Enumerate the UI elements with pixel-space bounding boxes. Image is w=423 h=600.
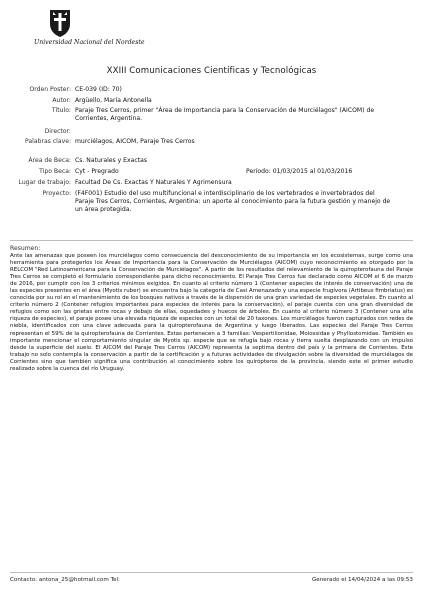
university-logo [34, 8, 145, 46]
field-value: Facultad De Cs. Exactas Y Naturales Y Agrimensura [75, 179, 232, 186]
resumen-label: Resumen: [10, 245, 41, 252]
field-value: Cs. Naturales y Exactas [75, 157, 148, 164]
page-title: XXIII Comunicaciones Científicas y Tecnológicas [106, 66, 317, 76]
field-label: Orden Poster: [29, 86, 71, 93]
field-value: Paraje Tres Cerros, primer "Área de Importancia para la Conservación de Murciélagos" (AICOM) de Corrientes, Argentina. [75, 107, 375, 122]
university-crest-icon [48, 8, 72, 38]
divider [10, 240, 413, 241]
field-value: (F4F001) Estudio del uso multifuncional e interdisciplinario de los vertebrados e invertebrados del Paraje Tres Cerros, Corrientes, Argentina: un aporte al conocimiento para la futura gestión y manejo de un área protegida. [75, 190, 391, 213]
field-label: Lugar de trabajo: [18, 179, 71, 186]
university-name: Universidad Nacional del Nordeste [34, 39, 145, 46]
field-value: murciélagos, AICOM, Paraje Tres Cerros [75, 138, 195, 145]
field-label: Director: [44, 128, 71, 135]
footer-contact: Contacto: antona_25@hotmail.com Tel: [10, 577, 120, 583]
field-label: Tipo Beca: [39, 168, 71, 175]
field-label: Autor: [52, 97, 71, 104]
field-periodo [246, 168, 352, 176]
field-value: Argüello, María Antonella [75, 97, 152, 104]
field-label: Palabras clave: [25, 138, 71, 145]
field-label: Área de Beca: [28, 157, 71, 164]
footer-generated: Generado el 14/04/2024 a las 09:53 [311, 577, 413, 583]
field-value: Cyt - Pregrado [75, 168, 119, 175]
footer-divider [10, 572, 413, 573]
periodo-label: Período: [246, 168, 271, 175]
periodo-value: 01/03/2015 al 01/03/2016 [272, 168, 353, 175]
field-label: Título: [51, 107, 71, 114]
resumen-text: Ante las amenazas que poseen los murciélagos como consecuencia del desconocimiento de su importancia en los ecosistemas, surge como una herramienta para protegerlos los Áreas de Importancia para la Conservación de Murciélagos (AICOM) cuyo reconocimiento es otorgado por la RELCOM "Red Latinoamericana para la Conservación de Murciélagos". A partir de los resultados del relevamiento de la quiropterofauna del Paraje Tres Cerros se completó el formulario correspondiente para dicho reconocimiento. El Paraje Tres Cerros fue declarado como AICOM el 6 de marzo de 2016, por cumplir con los 3 criterios mínimos exigidos. En cuanto al criterio número 1 (Contener especies de interés de conservación) una de las especies presentes en el área (Myotis ruber) se encuentra bajo la categoría de Casi Amenazado y una especie frugívora (Artibeus fimbriatus) es conocida por su rol en el mantenimiento de los bosques nativos a través de la dispersión de una gran variedad de especies vegetales. En cuanto al criterio número 2 (Contener refugios importantes para especies de interés para la conservación), el paraje cuenta con una gran diversidad de refugios como son las grietas entre rocas y debajo de ellas, oquedades y huecos de árboles. En cuanto al criterio número 3 (Contener una alta riqueza de especies), el paraje posee una elevada riqueza de especies con un total de 20 taxones. Los murciélagos fueron capturados con redes de niebla, identificados con una clave adecuada para la quiropterofauna de Argentina y luego liberados. Las especies del Paraje Tres Cerros representan el 59% de la quiropterofauna de Corrientes. Estas pertenecen a 3 familias: Vespertilionidae, Molossidae y Phyllostomidae. También es importante mencionar el comportamiento singular de Myotis sp. especie que se refugia bajo rocas y tierra suelta desplazando con un impulso desde la superficie del suelo. El AICOM del Paraje Tres Cerros (AICOM) representa la septima dentro del país y la primera de Corrientes. Este trabajo no solo contempla la conservación a partir de la certificación y a futuras actividades de divulgación sobre la diversidad de murciélagos de Corrientes sino que también significa una contribución al conocimiento sobre los quirópteros de la provincia, siendo este el primer estudio realizado sobre la cuenca del río Uruguay. [10, 253, 414, 372]
field-label: Proyecto: [42, 190, 71, 197]
field-value: CE-039 (ID: 70) [75, 86, 122, 93]
